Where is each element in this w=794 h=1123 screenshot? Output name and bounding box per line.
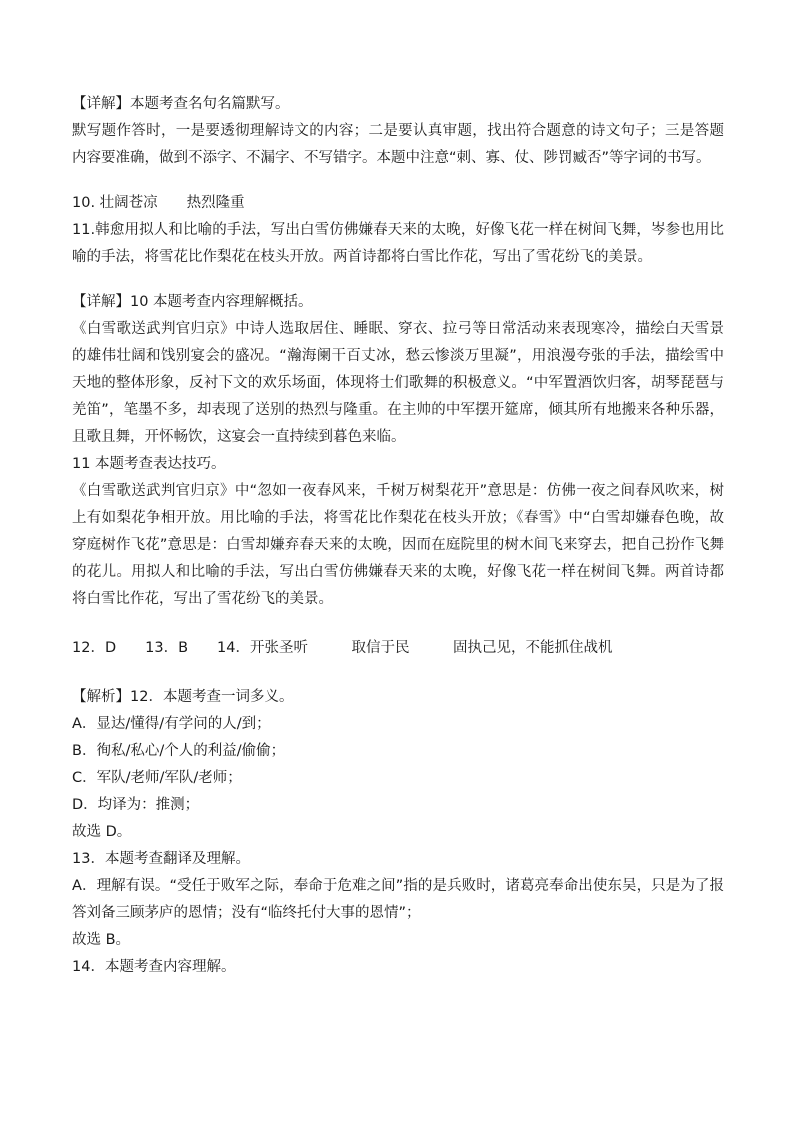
option-c: C．军队/老师/军队/老师； [72,770,242,786]
option-b: B．徇私/私心/个人的利益/偷偷； [72,743,286,759]
detail-paragraph-10: 《白雪歌送武判官归京》中诗人选取居住、睡眠、穿衣、拉弓等日常活动来表现寒冷，描绘白天雪景的雄伟壮阔和饯别宴会的盛况。“瀚海阑干百丈冰，愁云惨淡万里凝”，用浪漫夸张的手法，描绘雪中天地的整体形象，反衬下文的欢乐场面，体现将士们歌舞的积极意义。“中军置酒饮归客，胡琴琵琶与羌笛”，笔墨不多，却表现了送别的热烈与隆重。在主帅的中军摆开筵席，倾其所有地搬来各种乐器，且歌且舞，开怀畅饮，这宴会一直持续到暮色来临。 [72,321,724,445]
analysis-heading-14: 14．本题考查内容理解。 [72,959,236,975]
detail-heading-10: 【详解】10 本题考查内容理解概括。 [72,294,313,310]
detail-heading-11: 11 本题考查表达技巧。 [72,456,226,472]
option-a: A．显达/懂得/有学问的人/到； [72,716,271,732]
answer-11: 11.韩愈用拟人和比喻的手法，写出白雪仿佛嫌春天来的太晚，好像飞花一样在树间飞舞，岑参也用比喻的手法，将雪花比作梨花在枝头开放。两首诗都将白雪比作花，写出了雪花纷飞的美景。 [72,222,724,265]
detail-heading-1: 【详解】本题考查名句名篇默写。 [72,96,290,112]
detail-paragraph-1: 默写题作答时，一是要透彻理解诗文的内容；二是要认真审题，找出符合题意的诗文句子；三是答题内容要准确，做到不添字、不漏字、不写错字。本题中注意“刺、寡、仗、陟罚臧否”等字词的书写。 [72,123,724,166]
analysis-heading-13: 13．本题考查翻译及理解。 [72,851,250,867]
q13-option-a: A．理解有误。“受任于败军之际，奉命于危难之间”指的是兵败时，诸葛亮奉命出使东吴，只是为了报答刘备三顾茅庐的恩情；没有“临终托付大事的恩情”； [72,878,724,921]
choose-d: 故选 D。 [72,824,132,840]
option-d: D．均译为：推测； [72,797,200,813]
detail-paragraph-11: 《白雪歌送武判官归京》中“忽如一夜春风来，千树万树梨花开”意思是：仿佛一夜之间春风吹来，树上有如梨花争相开放。用比喻的手法，将雪花比作梨花在枝头开放；《春雪》中“白雪却嫌春色晚，故穿庭树作飞花”意思是：白雪却嫌弃春天来的太晚，因而在庭院里的树木间飞来穿去，把自己扮作飞舞的花儿。用拟人和比喻的手法，写出白雪仿佛嫌春天来的太晚，好像飞花一样在树间飞舞。两首诗都将白雪比作花，写出了雪花纷飞的美景。 [72,483,724,607]
analysis-heading-12: 【解析】12．本题考查一词多义。 [72,689,294,705]
answer-10: 10. 壮阔苍凉 热烈隆重 [72,195,245,211]
document-page [72,91,724,981]
answers-12-14: 12．D 13．B 14．开张圣听 取信于民 固执己见，不能抓住战机 [72,640,613,656]
choose-b: 故选 B。 [72,932,131,948]
